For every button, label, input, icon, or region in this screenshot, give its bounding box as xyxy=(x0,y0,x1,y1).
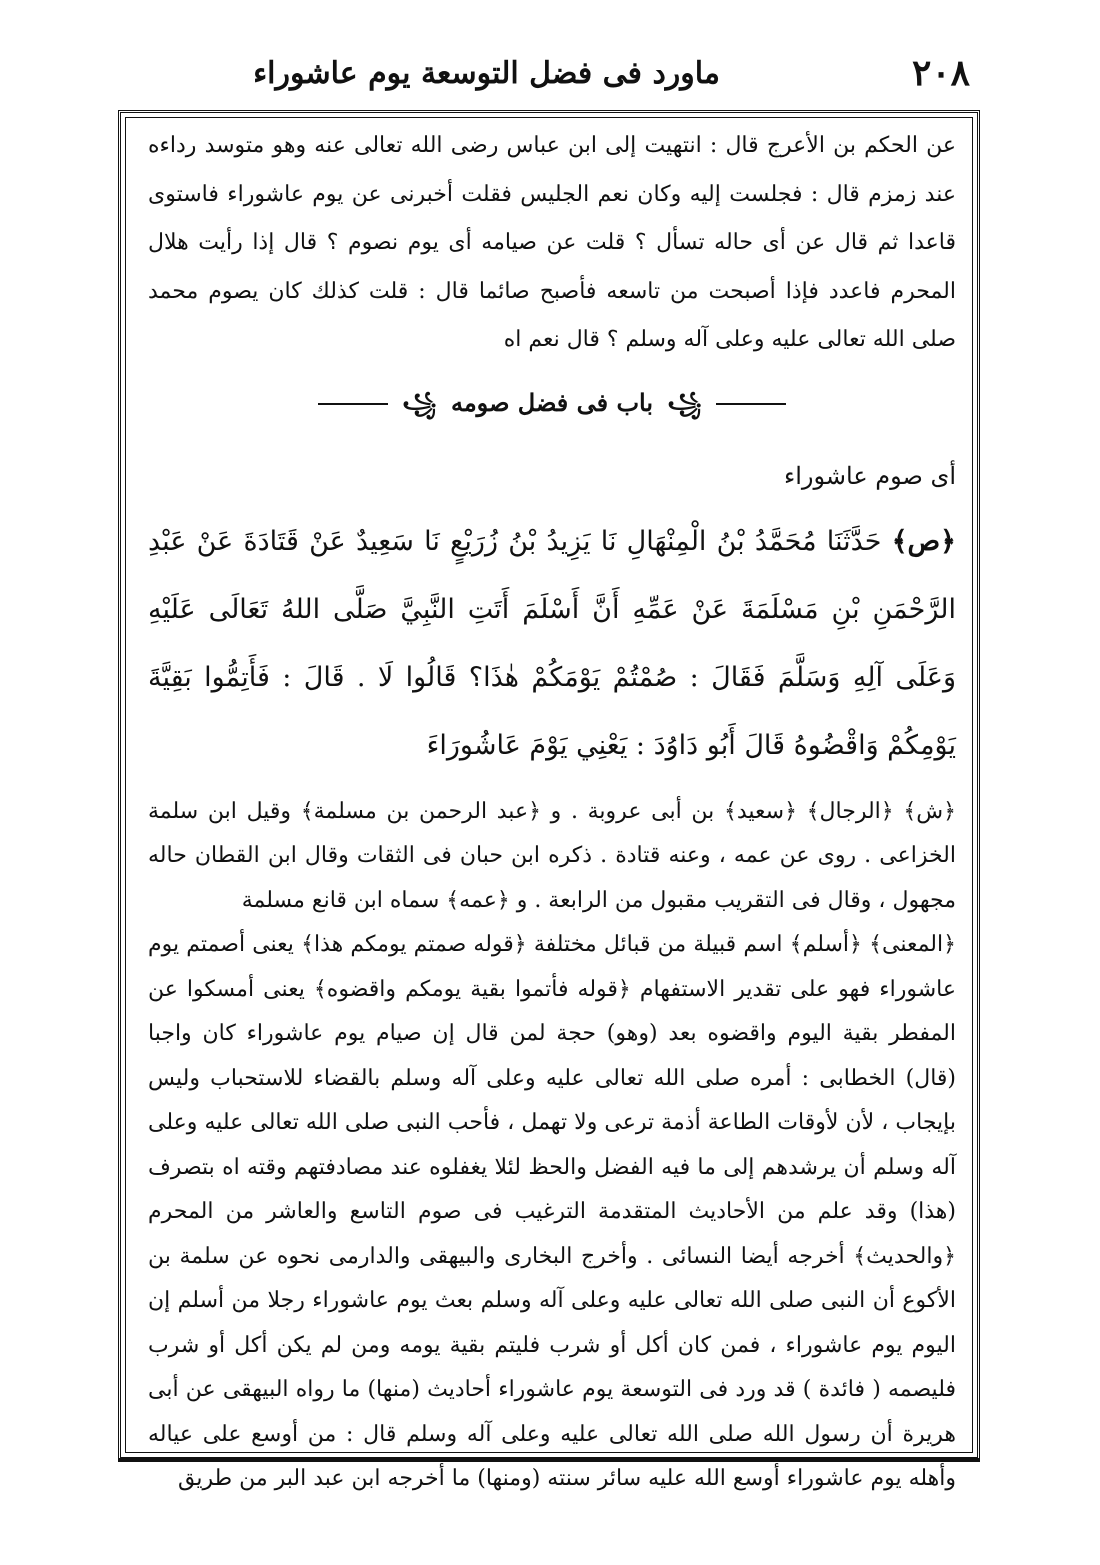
hadith-tag: ﴿ص﴾ xyxy=(891,525,956,557)
flourish-ornament-icon: ꧁ xyxy=(402,390,437,417)
section-title: باب فى فضل صومه xyxy=(450,387,654,417)
page-body xyxy=(148,122,956,1502)
commentary-rijal: ﴿ش﴾ ﴿الرجال﴾ ﴿سعيد﴾ بن أبى عروبة . و ﴿عبد الرحمن بن مسلمة﴾ وقيل ابن سلمة الخزاعى . روى عن عمه ، وعنه قتادة . ذكره ابن حبان فى الثقات وقال ابن القطان حاله مجهول ، وقال فى التقريب مقبول من الرابعة . و ﴿عمه﴾ سماه ابن قانع مسلمة xyxy=(148,798,956,913)
commentary-maani: ﴿المعنى﴾ ﴿أسلم﴾ اسم قبيلة من قبائل مختلفة ﴿قوله صمتم يومكم هذا﴾ يعنى أصمتم يوم عاشوراء فهو على تقدير الاستفهام ﴿قوله فأتموا بقية يومكم واقضوه﴾ يعنى أمسكوا عن المفطر بقية اليوم واقضوه بعد (وهو) حجة لمن قال إن صيام يوم عاشوراء كان واجبا (قال) الخطابى : أمره صلى الله تعالى عليه وعلى آله وسلم بالقضاء للاستحباب وليس بإيجاب ، لأن لأوقات الطاعة أذمة ترعى ولا تهمل ، فأحب النبى صلى الله تعالى عليه وعلى آله وسلم أن يرشدهم إلى ما فيه الفضل والحظ لئلا يغفلوه عند مصادفتهم وقته اه بتصرف (هذا) وقد علم من الأحاديث المتقدمة الترغيب فى صوم التاسع والعاشر من المحرم ﴿والحديث﴾ أخرجه أيضا النسائى . وأخرج البخارى والبيهقى والدارمى نحوه عن سلمة بن الأكوع أن النبى صلى الله تعالى عليه وعلى آله وسلم بعث يوم عاشوراء رجلا من أسلم إن اليوم يوم عاشوراء ، فمن كان أكل أو شرب فليتم بقية يومه ومن لم يكن أكل أو شرب فليصمه ( فائدة ) قد ورد فى التوسعة يوم عاشوراء أحاديث (منها) ما رواه البيهقى عن أبى هريرة أن رسول الله صلى الله تعالى عليه وعلى آله وسلم قال : من أوسع على عياله وأهله يوم عاشوراء أوسع الله عليه سائر سنته (ومنها) ما أخرجه ابن عبد البر من طريق xyxy=(148,932,956,1491)
hadith-text xyxy=(148,508,956,780)
opening-paragraph: عن الحكم بن الأعرج قال : انتهيت إلى ابن عباس رضى الله تعالى عنه وهو متوسد رداءه عند زمزم قال : فجلست إليه وكان نعم الجليس فقلت أخبرنى عن يوم عاشوراء فاستوى قاعدا ثم قال عن أى حاله تسأل ؟ قلت عن صيامه أى يوم نصوم ؟ قال إذا رأيت هلال المحرم فاعدد فإذا أصبحت من تاسعه فأصبح صائما قال : قلت كذلك كان يصوم محمد صلى الله تعالى عليه وعلى آله وسلم ؟ قال نعم اه xyxy=(148,133,956,352)
flourish-ornament-icon: ꧁ xyxy=(667,390,702,417)
running-title: ماورد فى فضل التوسعة يوم عاشوراء xyxy=(253,56,720,91)
page-header xyxy=(120,52,970,102)
heading-rule-left xyxy=(318,403,388,405)
heading-rule-right xyxy=(716,403,786,405)
hadith-body: حَدَّثَنَا مُحَمَّدُ بْنُ الْمِنْهَالِ نَا يَزِيدُ بْنُ زُرَيْعٍ نَا سَعِيدٌ عَنْ قَتَادَةَ عَنْ عَبْدِ الرَّحْمَنِ بْنِ مَسْلَمَةَ عَنْ عَمِّهِ أَنَّ أَسْلَمَ أَتَتِ النَّبِيَّ صَلَّى اللهُ تَعَالَى عَلَيْهِ وَعَلَى آلِهِ وَسَلَّمَ فَقَالَ : صُمْتُمْ يَوْمَكُمْ هٰذَا؟ قَالُوا لَا . قَالَ : فَأَتِمُّوا بَقِيَّةَ يَوْمِكُمْ وَاقْضُوهُ قَالَ أَبُو دَاوُدَ : يَعْنِي يَوْمَ عَاشُورَاءَ xyxy=(148,525,956,761)
page-number: ٢٠٨ xyxy=(911,52,970,94)
section-subtitle: أى صوم عاشوراء xyxy=(783,461,956,490)
section-heading xyxy=(148,387,956,432)
